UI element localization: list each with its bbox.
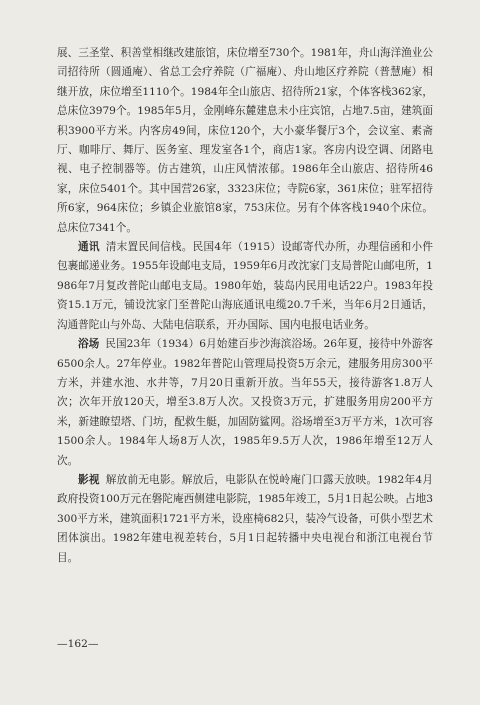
beach-text: 民国23年（1934）6月始建百步沙海滨浴场。26年夏，接待中外游客6500余人。27年停业。1982年普陀山管理局投资5万余元，建服务用房300平方米，并建水池、水井等，7月20日重新开放。当年55天，接待游客1.8万人次；次年开放120天，增至3.8万人次。又投资3万元，扩建服务用房200平方米，新建瞭望塔、门坊，配救生艇，加固防鲨网。浴场增至3万平方米，1次可容1500余人。1984年人场8万人次，1985年9.5万人次，1986年增至12万人次。 — [57, 338, 433, 467]
page-body — [57, 44, 433, 568]
hotels-text: 展、三圣堂、积善堂相继改建旅馆，床位增至730个。1981年，舟山海洋渔业公司招待所（圆通庵）、省总工会疗养院（广福庵）、舟山地区疗养院（普慧庵）相继开放，床位增至1110个。1984年全山旅店、招待所21家，个体客栈362家，总床位3979个。1985年5月，金刚峰东麓建息未小庄宾馆，占地7.5亩，建筑面积3900平方米。内客房49间，床位120个，大小豪华餐厅3个，会议室、素斋厅、咖啡厅、舞厅、医务室、理发室各1个，商店1家。客房内设空调、闭路电视、电子控制器等。仿古建筑，山庄风情浓郁。1986年全山旅店、招待所46家，床位5401个。其中国营26家，3323床位；寺院6家，361床位；驻军招待所6家，964床位；乡镇企业旅馆8家，753床位。另有个体客栈1940个床位。总床位7341个。 — [57, 47, 433, 234]
page-number: —162— — [57, 638, 99, 650]
film-paragraph — [57, 471, 433, 568]
beach-heading: 浴场 — [78, 338, 100, 351]
film-text: 解放前无电影。解放后，电影队在悦岭庵门口露天放映。1982年4月政府投资100万元在磐陀庵西侧建电影院，1985年竣工，5月1日起公映。占地3300平方米，建筑面积1721平方米，设座椅682只，装冷气设备，可供小型艺术团体演出。1982年建电视差转台，5月1日起转播中央电视台和浙江电视台节目。 — [57, 473, 434, 564]
telecom-text: 清末置民间信栈。民国4年（1915）设邮寄代办所，办理信函和小件包裹邮递业务。1955年设邮电支局，1959年6月改沈家门支局普陀山邮电所，1986年7月复改普陀山邮电支局。1980年始，装岛内民用电话22户。1983年投资15.1万元，铺设沈家门至普陀山海底通讯电缆20.7千米，当年6月2日通话，沟通普陀山与外岛、大陆电信联系，开办国际、国内电报电话业务。 — [57, 241, 434, 331]
hotels-paragraph — [57, 44, 433, 238]
telecom-heading: 通讯 — [78, 241, 100, 254]
beach-paragraph — [57, 335, 433, 471]
telecom-paragraph — [57, 238, 433, 335]
film-heading: 影视 — [78, 473, 100, 486]
